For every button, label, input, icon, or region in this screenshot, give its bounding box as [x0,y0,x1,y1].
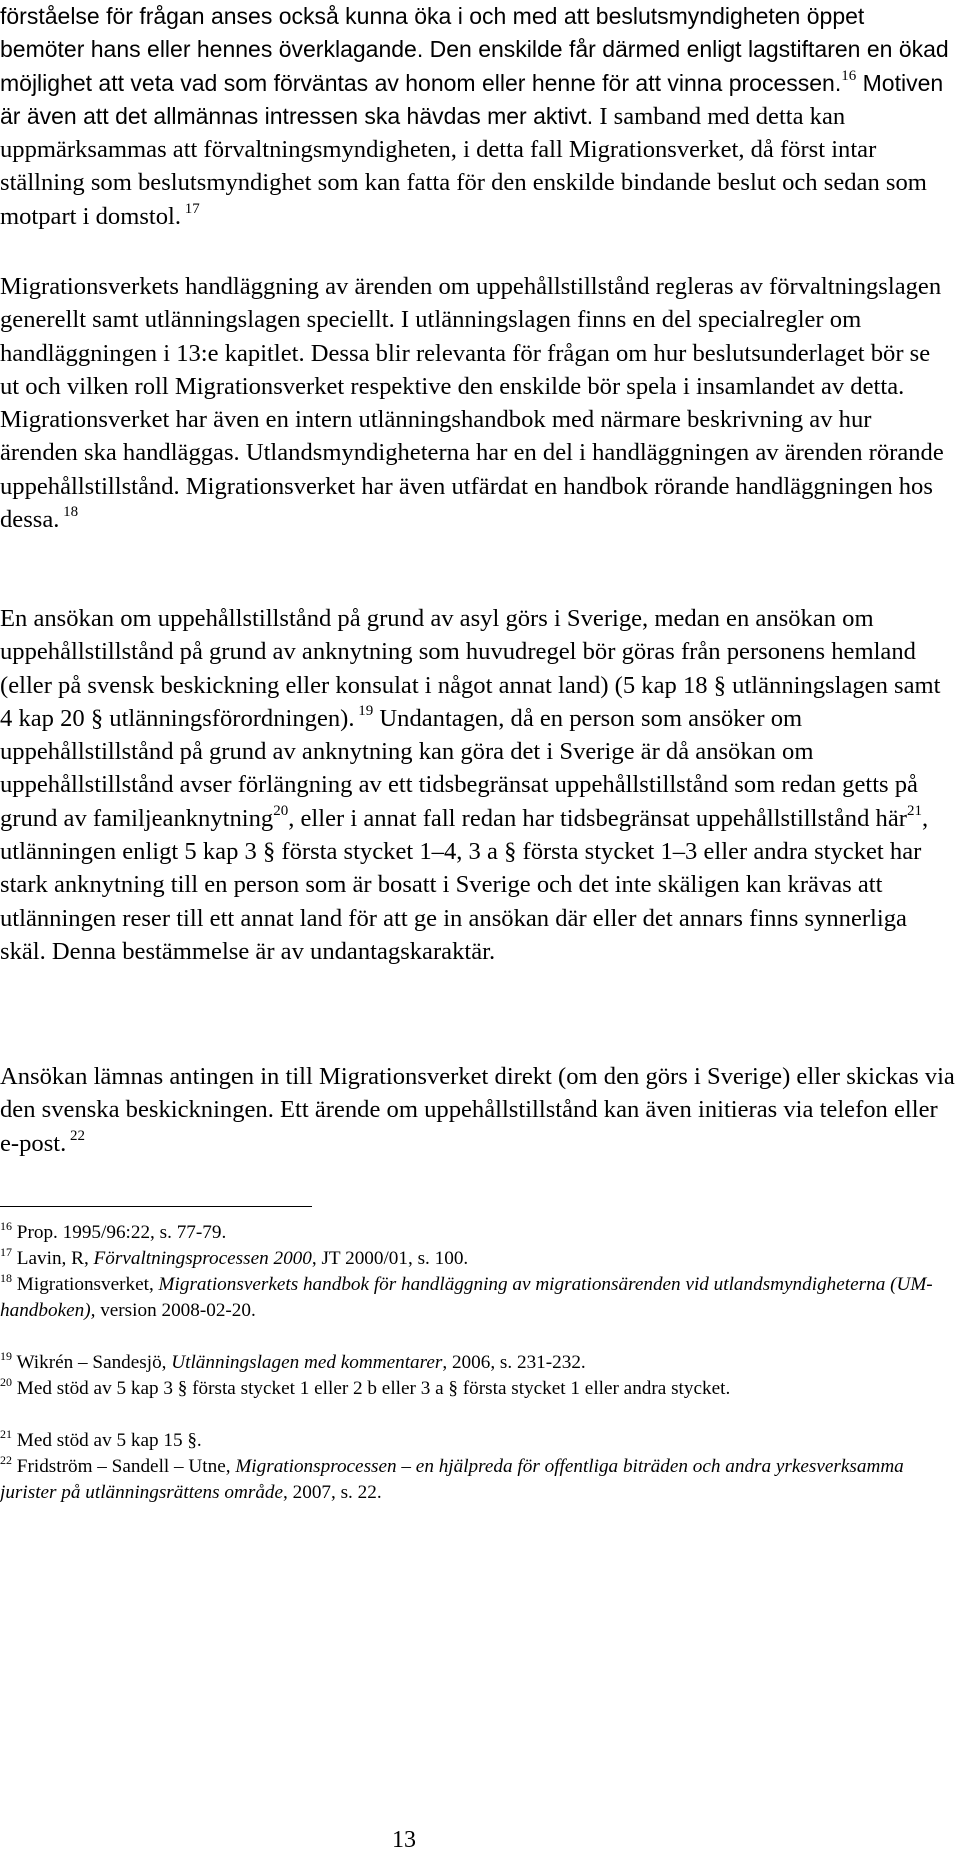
footnote-19-author: Wikrén – Sandesjö, [12,1352,172,1373]
footnote-21-number: 21 [0,1427,12,1441]
footnote-ref-22[interactable]: 22 [66,1127,86,1144]
footnote-20 [0,1376,955,1402]
footnote-ref-21[interactable]: 21 [906,802,922,819]
footnote-ref-19[interactable]: 19 [354,702,374,719]
footnote-17-source: , JT 2000/01, s. 100. [311,1248,469,1269]
paragraph-3-part-d: , utlänningen enligt 5 kap 3 § första stycket 1–4, 3 a § första stycket 1–3 eller andra stycket har stark anknytning till en person som är bosatt i Sverige och det inte skäligen kan krävas att utlänningen reser till ett annat land för att ge in ansökan där eller det annars finns synnerliga skäl. Denna bestämmelse är av undantagskaraktär. [0,804,929,965]
footnote-16-text: Prop. 1995/96:22, s. 77-79. [12,1222,227,1243]
footnote-separator [0,1206,312,1207]
footnote-18-title: Migrationsverkets handbok för handläggning av migrationsärenden vid utlandsmyndigheterna (UM-handboken), [0,1274,933,1321]
footnote-19 [0,1350,955,1376]
paragraph-4 [0,1060,955,1160]
paragraph-2-text: Migrationsverkets handläggning av ärenden om uppehållstillstånd regleras av förvaltningslagen generellt samt utlänningslagen speciellt. I utlänningslagen finns en del specialregler om handläggningen i 13:e kapitlet. Dessa blir relevanta för frågan om hur beslutsunderlaget bör se ut och vilken roll Migrationsverket respektive den enskilde bör spela i insamlandet av detta. Migrationsverket har även en intern utlänningshandbok med närmare beskrivning av hur ärenden ska handläggas. Utlandsmyndigheterna har en del i handläggningen av ärenden rörande uppehållstillstånd. Migrationsverket har även utfärdat en handbok rörande handläggningen hos dessa. [0,273,944,534]
footnote-ref-17[interactable]: 17 [181,200,200,217]
footnote-18-author: Migrationsverket, [12,1274,159,1295]
footnote-22-author: Fridström – Sandell – Utne, [12,1456,236,1477]
footnote-22-source: , 2007, s. 22. [283,1482,382,1503]
paragraph-1-serif-part: I samband med detta kan uppmärksammas att förvaltningsmyndigheten, i detta fall Migrationsverket, då först intar ställning som beslutsmyndighet som kan fatta för den enskilde bindande beslut och sedan som motpart i domstol. [0,102,927,230]
footnote-21 [0,1428,955,1454]
paragraph-1-sans-part-b: Motiven är även att det allmännas intressen ska hävdas mer aktivt. [0,69,944,129]
paragraph-3 [0,602,955,968]
footnote-ref-16[interactable]: 16 [841,67,857,84]
footnote-20-number: 20 [0,1375,12,1389]
footnote-22-title: Migrationsprocessen – en hjälpreda för offentliga biträden och andra yrkesverksamma jurister på utlänningsrättens område [0,1456,904,1503]
footnote-18 [0,1272,955,1324]
footnote-19-source: , 2006, s. 231-232. [442,1352,586,1373]
footnote-ref-18[interactable]: 18 [59,504,79,521]
footnote-19-title: Utlänningslagen med kommentarer [171,1352,443,1373]
paragraph-3-part-a: En ansökan om uppehållstillstånd på grund av asyl görs i Sverige, medan en ansökan om uppehållstillstånd på grund av anknytning som huvudregel bör göras från personens hemland (eller på svensk beskickning eller konsulat i något annat land) (5 kap 18 § utlänningslagen samt 4 kap 20 § utlänningsförordningen). [0,605,941,732]
paragraph-4-text: Ansökan lämnas antingen in till Migrationsverket direkt (om den görs i Sverige) eller skickas via den svenska beskickningen. Ett ärende om uppehållstillstånd kan även initieras via telefon eller e-post. [0,1063,955,1157]
footnote-21-text: Med stöd av 5 kap 15 §. [12,1430,202,1451]
footnote-19-number: 19 [0,1349,12,1363]
footnote-20-text: Med stöd av 5 kap 3 § första stycket 1 eller 2 b eller 3 a § första stycket 1 eller andra stycket. [12,1378,731,1399]
footnote-22 [0,1454,955,1506]
footnote-18-number: 18 [0,1271,12,1285]
footnote-17-title: Förvaltningsprocessen 2000 [93,1248,312,1269]
page-number: 13 [392,1827,416,1853]
paragraph-3-part-c: , eller i annat fall redan har tidsbegränsat uppehållstillstånd här [288,804,907,832]
footnote-22-number: 22 [0,1453,12,1467]
paragraph-2 [0,270,955,536]
paragraph-1-sans-part-a: förståelse för frågan anses också kunna öka i och med att beslutsmyndigheten öppet bemöter hans eller hennes överklagande. Den enskilde får därmed enligt lagstiftaren en ökad möjlighet att veta vad som förväntas av honom eller henne för att vinna processen. [0,3,949,96]
footnote-18-source: version 2008-02-20. [95,1300,256,1321]
footnote-17 [0,1246,955,1272]
footnote-16 [0,1220,955,1246]
paragraph-1 [0,0,955,233]
footnote-17-number: 17 [0,1245,12,1259]
footnote-ref-20[interactable]: 20 [273,802,289,819]
footnote-17-author: Lavin, R, [12,1248,94,1269]
footnote-16-number: 16 [0,1219,12,1233]
paragraph-3-part-b: Undantagen, då en person som ansöker om uppehållstillstånd på grund av anknytning kan göra det i Sverige är då ansökan om uppehållstillstånd avser förlängning av ett tidsbegränsat uppehållstillstånd som redan getts på grund av familjeanknytning [0,704,918,832]
